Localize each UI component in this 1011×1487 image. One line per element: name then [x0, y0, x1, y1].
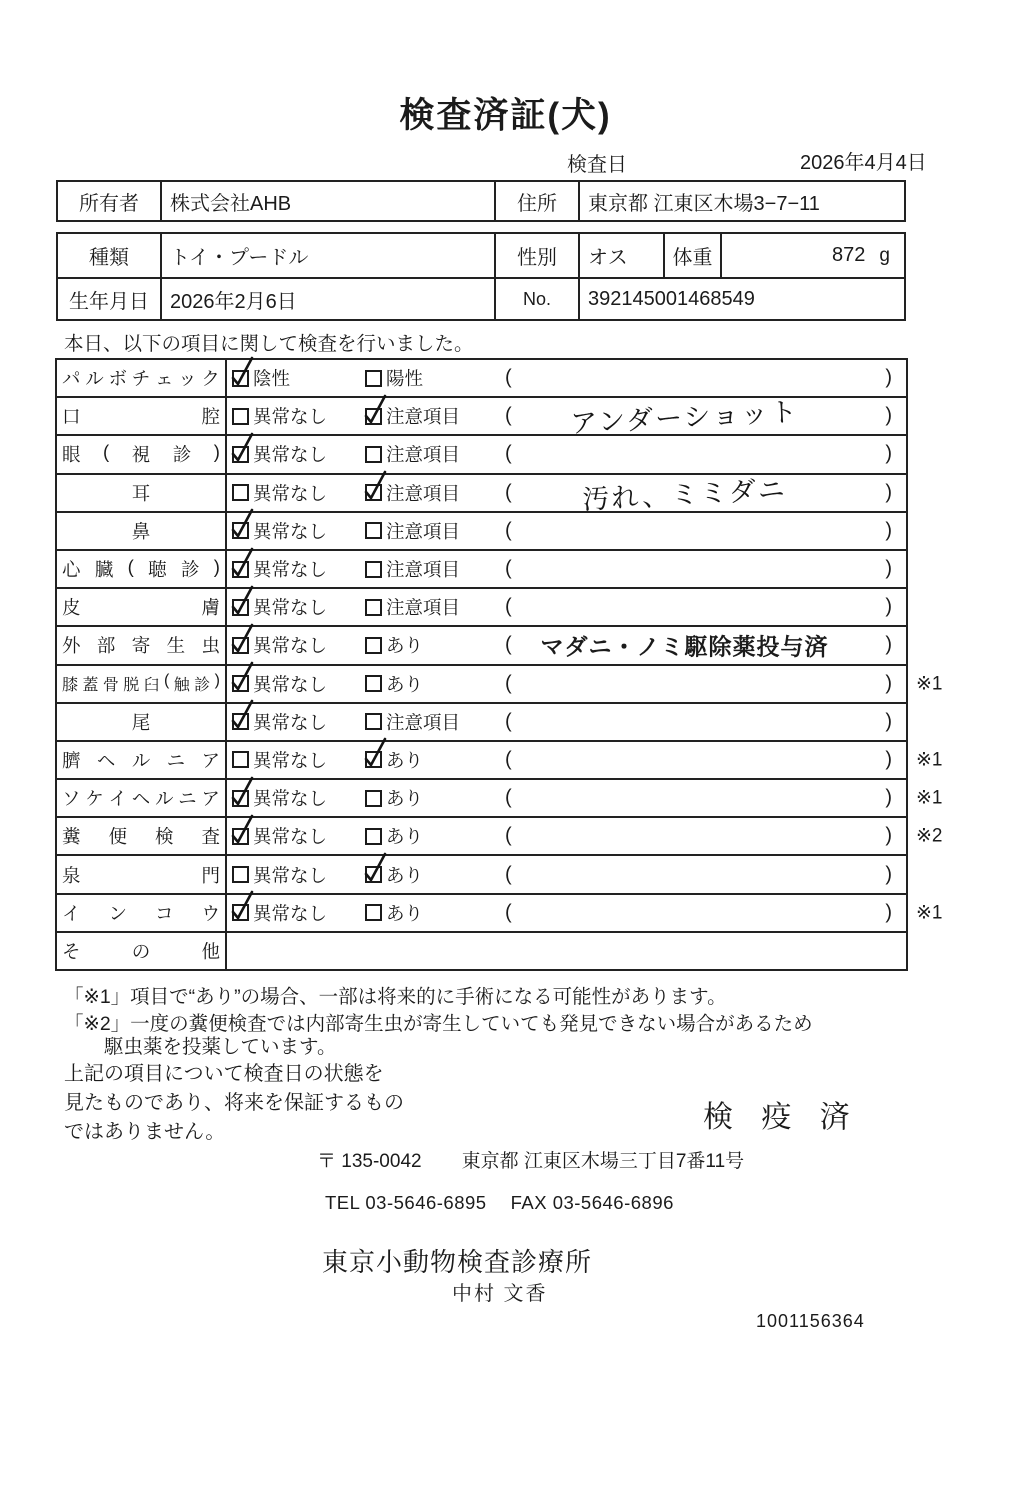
paren-close: ): [885, 901, 892, 924]
checkbox-icon: [365, 522, 382, 539]
option-label: 異常なし: [253, 482, 328, 504]
option-2: [365, 862, 423, 888]
option-2: [365, 747, 423, 773]
option-label: 異常なし: [253, 635, 328, 657]
paren-close: ): [885, 863, 892, 886]
table-row: [57, 704, 906, 742]
checkbox-icon: [365, 484, 382, 501]
paren-open: (: [505, 557, 512, 580]
row-label: パ ル ボ チ ェ ッ ク: [57, 360, 227, 396]
table-row: [57, 742, 943, 780]
checkmark-icon: [363, 469, 389, 503]
clinic-tel-line: [325, 1192, 674, 1214]
option-label: 注意項目: [386, 444, 461, 466]
row-options: [227, 704, 906, 740]
checkbox-icon: [232, 713, 249, 730]
checkbox-icon: [232, 484, 249, 501]
option-label: あり: [386, 864, 424, 886]
paren-open: (: [505, 863, 512, 886]
option-label: 注意項目: [386, 406, 461, 428]
checkbox-icon: [232, 408, 249, 425]
checkbox-icon: [365, 790, 382, 807]
row-options: [227, 551, 906, 587]
checkbox-icon: [232, 637, 249, 654]
birth-label: 生年月日: [69, 290, 149, 313]
option-label: 注意項目: [386, 711, 461, 733]
birth-value: 2026年2月6日: [160, 279, 494, 319]
comment-value: マダニ・ノミ駆除薬投与済: [540, 633, 829, 660]
option-label: 異常なし: [253, 826, 328, 848]
pet-table: [56, 232, 906, 321]
table-row: [57, 397, 906, 439]
sex-value: オス: [578, 234, 663, 277]
checkmark-icon: [230, 507, 256, 541]
option-label: あり: [386, 902, 424, 924]
option-label: 異常なし: [253, 788, 328, 810]
row-label: そ の 他: [57, 933, 227, 969]
checkbox-icon: [365, 828, 382, 845]
breed-value: トイ・プードル: [160, 234, 494, 277]
option-2: [365, 556, 460, 582]
option-2: [365, 671, 423, 697]
checkmark-icon: [230, 355, 256, 389]
paren-close: ): [885, 366, 892, 389]
paren-open: (: [505, 519, 512, 542]
checklist-table: [55, 358, 943, 971]
row-options: [227, 742, 906, 778]
checkbox-icon: [232, 790, 249, 807]
no-label: No.: [494, 279, 578, 319]
weight-unit: g: [879, 244, 890, 266]
row-label: 皮 膚: [57, 589, 227, 625]
note-mark: ※1: [916, 787, 943, 809]
row-label: イ ン コ ウ: [57, 895, 227, 931]
table-row: [57, 818, 943, 856]
row-options: [227, 818, 906, 854]
paren-close: ): [885, 595, 892, 618]
row-options: [227, 780, 906, 816]
option-2: [365, 823, 423, 849]
checkbox-icon: [232, 522, 249, 539]
option-label: 陽性: [386, 368, 424, 390]
option-label: あり: [386, 826, 424, 848]
checkbox-icon: [365, 370, 382, 387]
table-row: [57, 513, 906, 551]
no-value: 392145001468549: [578, 279, 904, 319]
checkbox-icon: [232, 828, 249, 845]
option-label: あり: [386, 635, 424, 657]
row-label: 糞 便 検 査: [57, 818, 227, 854]
option-1: [232, 671, 327, 697]
option-label: 陰性: [253, 368, 291, 390]
option-label: 注意項目: [386, 597, 461, 619]
paren-open: (: [505, 901, 512, 924]
checkmark-icon: [363, 851, 389, 885]
comment-value: アンダーショット: [569, 397, 800, 439]
checkbox-icon: [365, 751, 382, 768]
paren-open: (: [505, 366, 512, 389]
row-options: [227, 627, 906, 663]
quarantine-passed-stamp: 検 疫 済: [703, 1101, 860, 1134]
row-label: 尾: [57, 704, 227, 740]
row-options: [227, 895, 906, 931]
paren-open: (: [505, 633, 512, 656]
paren-close: ): [885, 557, 892, 580]
paren-close: ): [885, 748, 892, 771]
checkbox-icon: [365, 713, 382, 730]
disclaimer-line-2: 見たものであり、将来を保証するもの: [64, 1092, 404, 1114]
checkmark-icon: [230, 584, 256, 618]
option-label: 異常なし: [253, 864, 328, 886]
option-label: 異常なし: [253, 559, 328, 581]
checkbox-icon: [365, 599, 382, 616]
footnote-1: 「※1」項目で“あり”の場合、一部は将来的に手術になる可能性があります。: [64, 986, 727, 1008]
paren-close: ): [885, 786, 892, 809]
row-options: [227, 397, 906, 439]
owner-value: 株式会社AHB: [160, 182, 494, 220]
checkmark-icon: [230, 622, 256, 656]
postal-code: 〒 135-0042: [317, 1151, 422, 1172]
option-label: 異常なし: [253, 520, 328, 542]
option-1: [232, 709, 327, 735]
option-label: 異常なし: [253, 711, 328, 733]
paren-close: ): [885, 633, 892, 656]
checkmark-icon: [230, 889, 256, 923]
disclaimer-line-3: ではありません。: [64, 1121, 226, 1143]
row-label: 外 部 寄 生 虫: [57, 627, 227, 663]
checkmark-icon: [230, 660, 256, 694]
sex-label: 性別: [494, 234, 578, 277]
option-label: あり: [386, 788, 424, 810]
row-label: 耳: [57, 475, 227, 511]
row-options: [227, 933, 906, 969]
option-1: [232, 785, 327, 811]
paren-close: ): [885, 442, 892, 465]
paren-open: (: [505, 786, 512, 809]
checkbox-icon: [232, 866, 249, 883]
row-options: [227, 589, 906, 625]
checkbox-icon: [232, 561, 249, 578]
pet-row-2: [58, 277, 904, 319]
option-label: あり: [386, 673, 424, 695]
option-1: [232, 823, 327, 849]
option-label: 異常なし: [253, 749, 328, 771]
checkbox-icon: [232, 751, 249, 768]
row-label: 泉 門: [57, 856, 227, 892]
option-1: [232, 900, 327, 926]
paren-close: ): [885, 519, 892, 542]
row-label: 眼 ( 視 診 ): [57, 436, 227, 472]
table-row: [57, 933, 906, 969]
row-label: 鼻: [57, 513, 227, 549]
footnote-2: 「※2」一度の糞便検査では内部寄生虫が寄生していても発見できない場合があるため: [64, 1013, 813, 1035]
checkbox-icon: [365, 904, 382, 921]
option-label: 注意項目: [386, 482, 461, 504]
option-label: 異常なし: [253, 673, 328, 695]
paren-close: ): [885, 710, 892, 733]
row-label: 膝 蓋 骨 脱 臼 ( 触 診 ): [57, 666, 227, 702]
checkbox-icon: [365, 866, 382, 883]
option-label: あり: [386, 749, 424, 771]
table-row: [57, 551, 906, 589]
checkbox-icon: [365, 675, 382, 692]
paren-open: (: [505, 442, 512, 465]
option-label: 異常なし: [253, 902, 328, 924]
option-2: [365, 900, 423, 926]
fax-value: FAX 03-5646-6896: [510, 1192, 674, 1213]
table-row: [57, 780, 943, 818]
option-1: [232, 441, 327, 467]
table-row: [57, 856, 906, 894]
address-value: 東京都 江東区木場3−7−11: [578, 182, 904, 220]
clinic-name: 東京小動物検査診療所: [322, 1247, 593, 1277]
option-label: 注意項目: [386, 520, 461, 542]
weight-label: 体重: [663, 234, 720, 277]
clinic-address-line: [317, 1146, 744, 1173]
option-1: [232, 365, 290, 391]
option-2: [365, 365, 423, 391]
row-options: [227, 513, 906, 549]
comment-value: 汚れ、ミミダニ: [581, 474, 788, 515]
row-label: 心 臓 ( 聴 診 ): [57, 551, 227, 587]
checkbox-icon: [365, 637, 382, 654]
tel-value: TEL 03-5646-6895: [325, 1192, 487, 1213]
disclaimer-line-1: 上記の項目について検査日の状態を: [64, 1063, 384, 1085]
checkmark-icon: [230, 813, 256, 847]
table-row: [57, 589, 906, 627]
option-1: [232, 480, 327, 506]
footnote-2-cont: 駆虫薬を投薬しています。: [104, 1036, 337, 1058]
row-label: ソ ケ イ ヘ ル ニ ア: [57, 780, 227, 816]
checkbox-icon: [365, 408, 382, 425]
row-options: [227, 474, 906, 515]
checkbox-icon: [365, 561, 382, 578]
row-options: [227, 856, 906, 892]
inspection-date-value: 2026年4月4日: [800, 152, 927, 174]
option-label: 異常なし: [253, 597, 328, 619]
row-options: [227, 666, 906, 702]
certificate-title: 検査済証(犬): [399, 96, 612, 135]
paren-open: (: [505, 824, 512, 847]
option-1: [232, 594, 327, 620]
paren-open: (: [505, 710, 512, 733]
owner-table: [56, 180, 906, 222]
examiner-name: 中村 文香: [452, 1283, 548, 1305]
checkbox-icon: [232, 370, 249, 387]
row-label: 口 腔: [57, 398, 227, 434]
checkmark-icon: [230, 775, 256, 809]
paren-open: (: [505, 748, 512, 771]
option-1: [232, 518, 327, 544]
option-1: [232, 632, 327, 658]
breed-label: 種類: [89, 247, 129, 269]
weight-value: 872: [832, 244, 866, 266]
row-label: 臍 ヘ ル ニ ア: [57, 742, 227, 778]
checkmark-icon: [363, 736, 389, 770]
paren-close: ): [885, 481, 892, 504]
option-2: [365, 594, 460, 620]
checkmark-icon: [363, 393, 389, 427]
table-row: [57, 475, 906, 513]
option-2: [365, 403, 460, 429]
note-mark: ※2: [916, 825, 943, 847]
option-label: 異常なし: [253, 406, 328, 428]
paren-close: ): [885, 824, 892, 847]
option-2: [365, 709, 460, 735]
checkbox-icon: [232, 446, 249, 463]
table-row: [57, 895, 943, 933]
option-1: [232, 862, 327, 888]
owner-label: 所有者: [79, 192, 139, 215]
weight-cell: [720, 234, 904, 277]
owner-row: [58, 182, 904, 220]
paren-open: (: [505, 404, 512, 427]
option-label: 異常なし: [253, 444, 328, 466]
option-1: [232, 556, 327, 582]
table-row: [57, 627, 906, 665]
paren-close: ): [885, 404, 892, 427]
address-label: 住所: [494, 182, 578, 220]
option-label: 注意項目: [386, 559, 461, 581]
pet-row-1: [58, 234, 904, 277]
intro-text: 本日、以下の項目に関して検査を行いました。: [64, 333, 474, 355]
inspection-date-label: 検査日: [567, 154, 627, 176]
note-mark: ※1: [916, 902, 943, 924]
paren-open: (: [505, 595, 512, 618]
paren-close: ): [885, 672, 892, 695]
clinic-address: 東京都 江東区木場三丁目7番11号: [461, 1151, 745, 1172]
option-2: [365, 441, 460, 467]
note-mark: ※1: [916, 673, 943, 695]
option-2: [365, 480, 460, 506]
checkmark-icon: [230, 431, 256, 465]
checkbox-icon: [232, 904, 249, 921]
paren-open: (: [505, 672, 512, 695]
checkmark-icon: [230, 698, 256, 732]
note-mark: ※1: [916, 749, 943, 771]
option-2: [365, 785, 423, 811]
option-2: [365, 632, 423, 658]
checkmark-icon: [230, 546, 256, 580]
paren-open: (: [505, 481, 512, 504]
serial-number: 1001156364: [756, 1311, 865, 1331]
option-1: [232, 403, 327, 429]
checkbox-icon: [365, 446, 382, 463]
option-1: [232, 747, 327, 773]
table-row: [57, 666, 943, 704]
checkbox-icon: [232, 675, 249, 692]
option-2: [365, 518, 460, 544]
disclaimer-text: [64, 1060, 404, 1147]
checkbox-icon: [232, 599, 249, 616]
